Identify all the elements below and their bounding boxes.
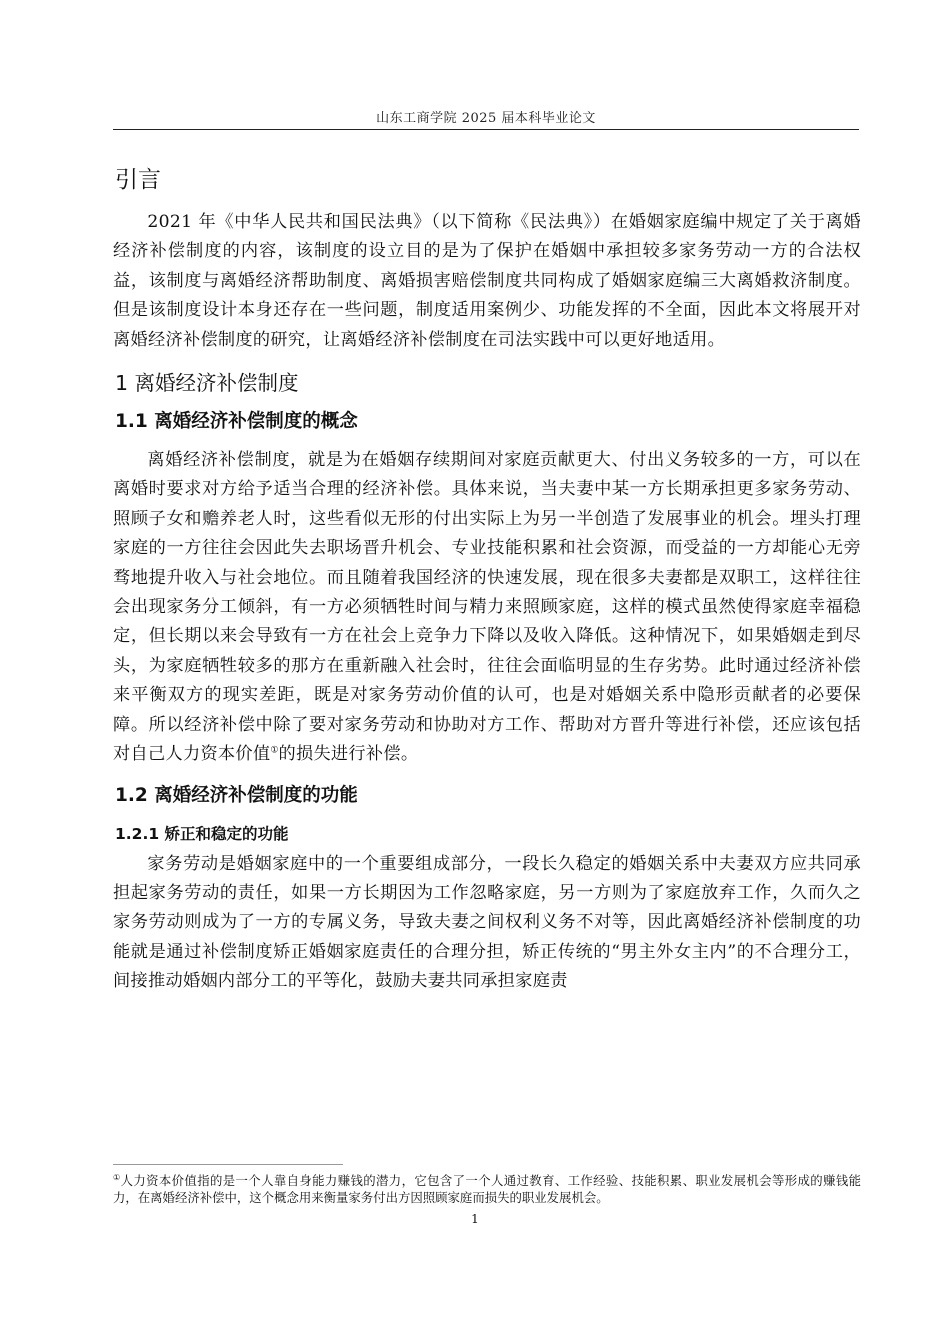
section-1-2-1-heading: 1.2.1 矫正和稳定的功能 — [115, 824, 289, 843]
page-number: 1 — [471, 1212, 479, 1226]
footnote-rule — [113, 1164, 343, 1165]
section-1-heading: 1 离婚经济补偿制度 — [115, 371, 299, 396]
footnote-text: 人力资本价值指的是一个人靠自身能力赚钱的潜力，它包含了一个人通过教育、工作经验、技能积累、职业发展机会等形成的赚钱能力，在离婚经济补偿中，这个概念用来衡量家务付出方因照顾家庭而损失的职业发展机会。 — [113, 1173, 862, 1205]
footnote — [113, 1172, 861, 1206]
section-1-2-1-paragraph: 家务劳动是婚姻家庭中的一个重要组成部分，一段长久稳定的婚姻关系中夫妻双方应共同承担起家务劳动的责任，如果一方长期因为工作忽略家庭，另一方则为了家庭放弃工作，久而久之家务劳动则成为了一方的专属义务，导致夫妻之间权利义务不对等，因此离婚经济补偿制度的功能就是通过补偿制度矫正婚姻家庭责任的合理分担，矫正传统的“男主外女主内”的不合理分工，间接推动婚姻内部分工的平等化，鼓励夫妻共同承担家庭责 — [113, 853, 861, 992]
section-1-1-paragraph — [113, 446, 861, 769]
intro-heading: 引言 — [115, 167, 161, 193]
intro-paragraph: 2021 年《中华人民共和国民法典》（以下简称《民法典》）在婚姻家庭编中规定了关于离婚经济补偿制度的内容，该制度的设立目的是为了保护在婚姻中承担较多家务劳动一方的合法权益，该制度与离婚经济帮助制度、离婚损害赔偿制度共同构成了婚姻家庭编三大离婚救济制度。但是该制度设计本身还存在一些问题，制度适用案例少、功能发挥的不全面，因此本文将展开对离婚经济补偿制度的研究，让离婚经济补偿制度在司法实践中可以更好地适用。 — [113, 212, 861, 350]
concept-text-part2: 的损失进行补偿。 — [278, 744, 419, 765]
footnote-marker: ① — [113, 1172, 121, 1182]
section-1-2-heading: 1.2 离婚经济补偿制度的功能 — [115, 784, 358, 806]
concept-text-part1: 离婚经济补偿制度，就是为在婚姻存续期间对家庭贡献更大、付出义务较多的一方，可以在离婚时要求对方给予适当合理的经济补偿。具体来说，当夫妻中某一方长期承担更多家务劳动、照顾子女和赡养老人时，这些看似无形的付出实际上为另一半创造了发展事业的机会。埋头打理家庭的一方往往会因此失去职场晋升机会、专业技能积累和社会资源，而受益的一方却能心无旁骛地提升收入与社会地位。而且随着我国经济的快速发展，现在很多夫妻都是双职工，这样往往会出现家务分工倾斜，有一方必须牺牲时间与精力来照顾家庭，这样的模式虽然使得家庭幸福稳定，但长期以来会导致有一方在社会上竞争力下降以及收入降低。这种情况下，如果婚姻走到尽头，为家庭牺牲较多的那方在重新融入社会时，往往会面临明显的生存劣势。此时通过经济补偿来平衡双方的现实差距，既是对家务劳动价值的认可，也是对婚姻关系中隐形贡献者的必要保障。所以经济补偿中除了要对家务劳动和协助对方工作、帮助对方晋升等进行补偿，还应该包括对自己人力资本价值 — [113, 450, 861, 765]
section-1-1-heading: 1.1 离婚经济补偿制度的概念 — [115, 411, 358, 433]
header-rule — [113, 129, 859, 130]
main-content — [113, 160, 861, 997]
running-header: 山东工商学院 2025 届本科毕业论文 — [376, 111, 596, 126]
footnote-reference[interactable]: ① — [270, 745, 279, 756]
